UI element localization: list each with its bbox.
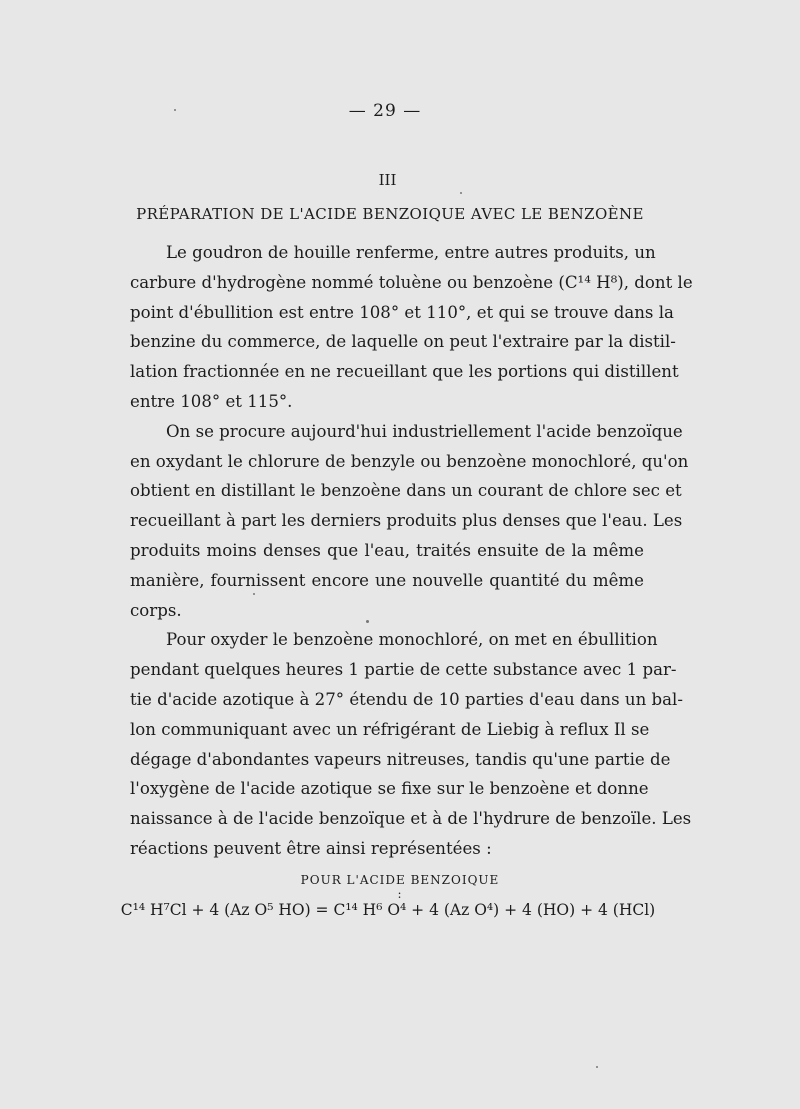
text-line: recueillant à part les derniers produits plus denses que l'eau. Les <box>130 511 683 531</box>
formula-heading: POUR L'ACIDE BENZOIQUE : <box>300 873 500 901</box>
text-line: point d'ébullition est entre 108° et 110°, et qui se trouve dans la <box>130 302 674 322</box>
paper-speck <box>460 192 462 194</box>
section-title: PRÉPARATION DE L'ACIDE BENZOIQUE AVEC LE BENZOÈNE <box>136 205 644 223</box>
text-line: On se procure aujourd'hui industriellement l'acide benzoïque <box>166 421 683 441</box>
text-line: benzine du commerce, de laquelle on peut l'extraire par la distil- <box>130 332 676 352</box>
text-line: lation fractionnée en ne recueillant que les portions qui distillent <box>130 362 679 382</box>
paper-speck <box>174 109 176 111</box>
text-line: manière, fournissent encore une nouvelle quantité du même <box>130 570 644 590</box>
text-line: tie d'acide azotique à 27° étendu de 10 parties d'eau dans un bal- <box>130 689 683 709</box>
page-number: — 29 — <box>348 101 422 121</box>
text-line: carbure d'hydrogène nommé toluène ou benzoène (C¹⁴ H⁸), dont le <box>130 272 693 292</box>
section-number: III <box>378 171 397 189</box>
text-line: entre 108° et 115°. <box>130 391 293 411</box>
text-line: naissance à de l'acide benzoïque et à de l'hydrure de benzoïle. Les <box>130 809 692 829</box>
text-line: lon communiquant avec un réfrigérant de Liebig à reflux Il se <box>130 719 650 739</box>
chemical-equation: C¹⁴ H⁷Cl + 4 (Az O⁵ HO) = C¹⁴ H⁶ O⁴ + 4 (Az O⁴) + 4 (HO) + 4 (HCl) <box>120 901 656 919</box>
text-line: réactions peuvent être ainsi représentées : <box>130 838 492 858</box>
text-line: corps. <box>130 600 182 620</box>
paper-speck <box>596 1066 598 1068</box>
text-line: pendant quelques heures 1 partie de cette substance avec 1 par- <box>130 660 677 680</box>
text-line: produits moins denses que l'eau, traités ensuite de la même <box>130 540 644 560</box>
paper-speck <box>253 593 255 595</box>
text-line: dégage d'abondantes vapeurs nitreuses, tandis qu'une partie de <box>130 749 671 769</box>
text-line: en oxydant le chlorure de benzyle ou benzoène monochloré, qu'on <box>130 451 689 471</box>
text-line: obtient en distillant le benzoène dans un courant de chlore sec et <box>130 481 682 501</box>
text-line: Le goudron de houille renferme, entre autres produits, un <box>166 243 656 262</box>
text-line: l'oxygène de l'acide azotique se fixe sur le benzoène et donne <box>130 779 649 799</box>
text-line: Pour oxyder le benzoène monochloré, on met en ébullition <box>166 630 658 650</box>
paper-speck <box>366 620 369 623</box>
body-text <box>130 238 693 864</box>
